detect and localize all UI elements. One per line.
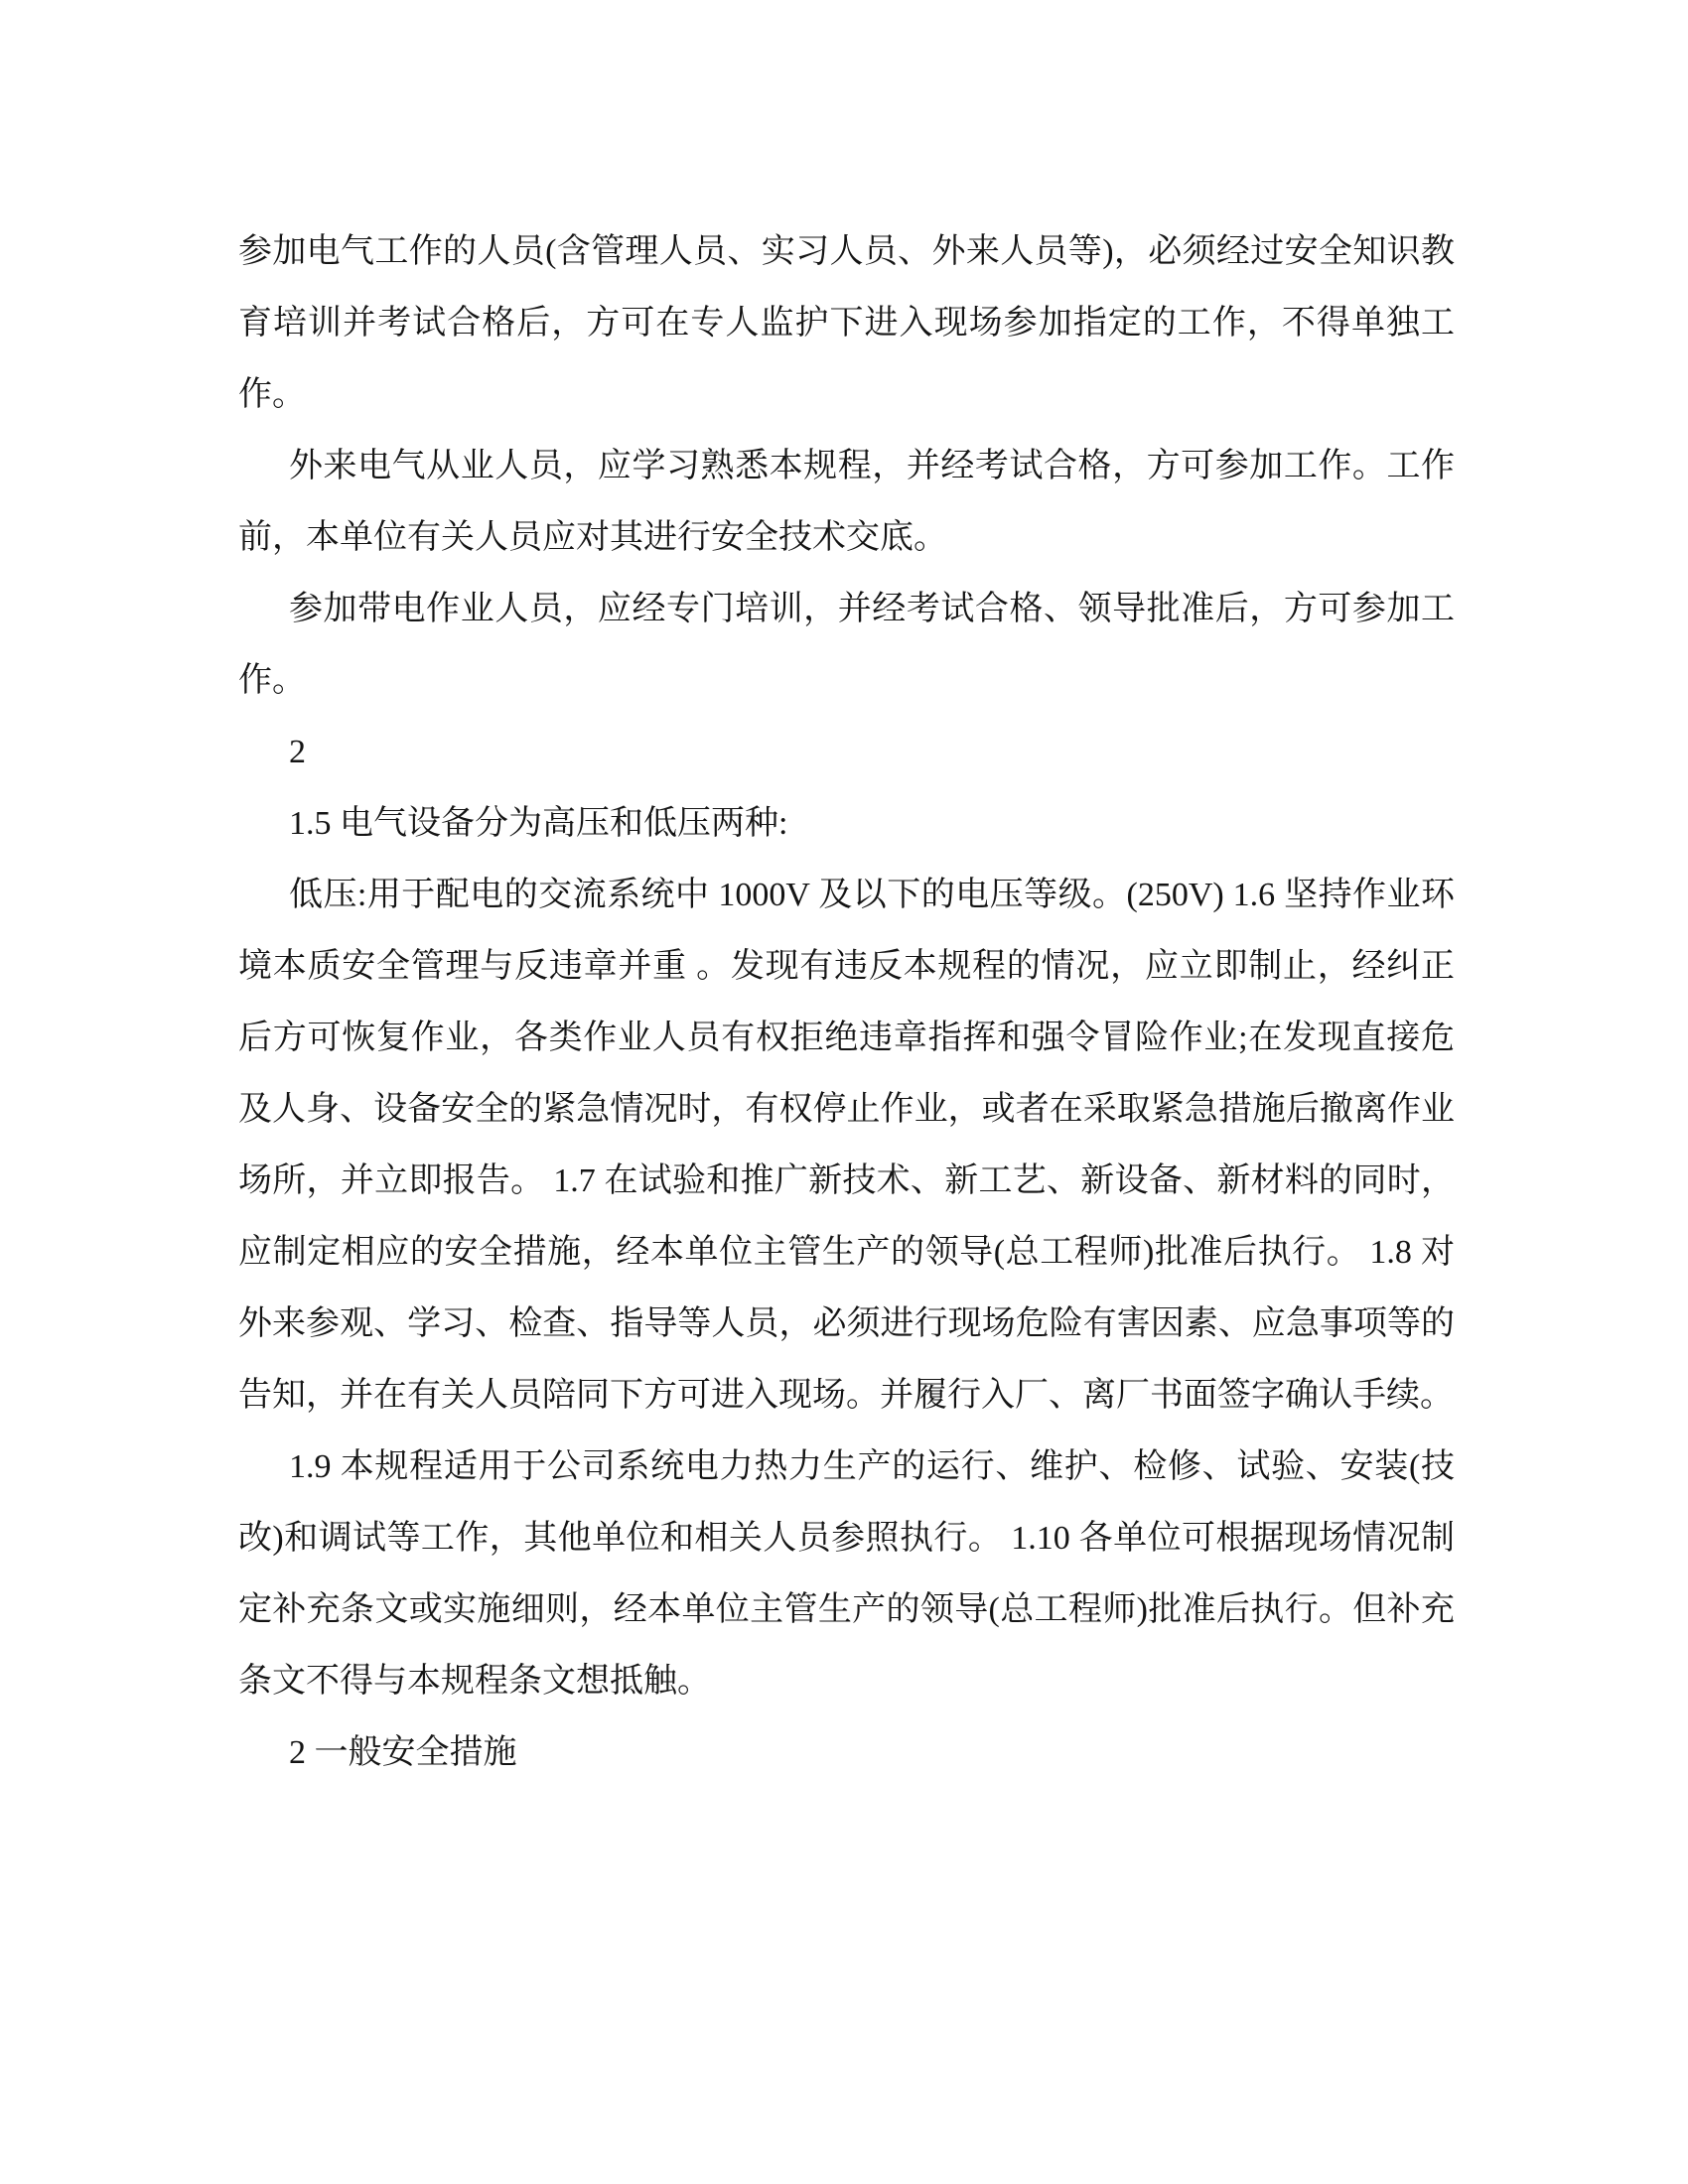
paragraph-live-line-workers: 参加带电作业人员，应经专门培训，并经考试合格、领导批准后，方可参加工作。 [238, 591, 1455, 699]
paragraph-intro-continuation: 参加电气工作的人员(含管理人员、实习人员、外来人员等)，必须经过安全知识教育培训并考试合格后，方可在专人监护下进入现场参加指定的工作，不得单独工作。 [238, 233, 1455, 413]
document-content [238, 216, 1455, 1789]
paragraph-external-workers: 外来电气从业人员，应学习熟悉本规程，并经考试合格，方可参加工作。工作前，本单位有关人员应对其进行安全技术交底。 [238, 448, 1455, 556]
paragraph-items-1-9-1-10: 1.9 本规程适用于公司系统电力热力生产的运行、维护、检修、试验、安装(技改)和调试等工作，其他单位和相关人员参照执行。 1.10 各单位可根据现场情况制定补充条文或实施细则，经本单位主管生产的领导(总工程师)批准后执行。但补充条文不得与本规程条文想抵触。 [238, 1448, 1455, 1700]
page-number: 2 [289, 734, 306, 770]
section-2-heading: 2 一般安全措施 [289, 1734, 517, 1771]
paragraph-item-1-5: 1.5 电气设备分为高压和低压两种: [289, 805, 788, 842]
paragraph-items-1-6-to-1-8: 低压:用于配电的交流系统中 1000V 及以下的电压等级。(250V) 1.6 坚持作业环境本质安全管理与反违章并重 。发现有违反本规程的情况，应立即制止，经纠正后方可恢复作业，各类作业人员有权拒绝违章指挥和强令冒险作业;在发现直接危及人身、设备安全的紧急情况时，有权停止作业，或者在采取紧急措施后撤离作业场所，并立即报告。 1.7 在试验和推广新技术、新工艺、新设备、新材料的同时，应制定相应的安全措施，经本单位主管生产的领导(总工程师)批准后执行。 1.8 对外来参观、学习、检查、指导等人员，必须进行现场危险有害因素、应急事项等的告知，并在有关人员陪同下方可进入现场。并履行入厂、离厂书面签字确认手续。 [238, 877, 1455, 1414]
